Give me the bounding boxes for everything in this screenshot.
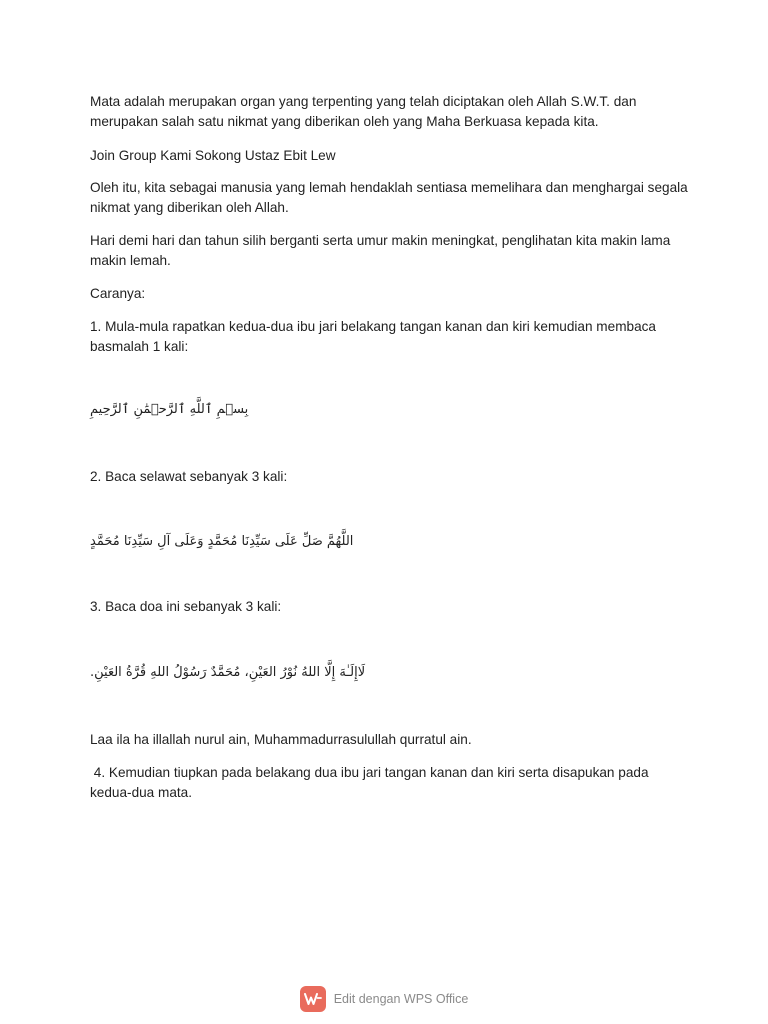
step-1-text: 1. Mula-mula rapatkan kedua-dua ibu jari belakang tangan kanan dan kiri kemudian membaca basmalah 1 kali: — [90, 319, 656, 354]
step-3-text: 3. Baca doa ini sebanyak 3 kali: — [90, 599, 282, 614]
doa-arabic: لَاإِلَـٰهَ إِلَّا اللهُ نُوْرُ العَيْنِ، مُحَمَّدٌ رَسُوْلُ اللهِ قُرَّةُ العَيْنِ. — [90, 665, 366, 680]
step-4-text: 4. Kemudian tiupkan pada belakang dua ibu jari tangan kanan dan kiri serta disapukan pada kedua-dua mata. — [90, 765, 653, 800]
paragraph-oleh-itu: Oleh itu, kita sebagai manusia yang lemah hendaklah sentiasa memelihara dan menghargai segala nikmat yang diberikan oleh Allah. — [90, 180, 688, 215]
paragraph-join-group: Join Group Kami Sokong Ustaz Ebit Lew — [90, 148, 336, 163]
wps-footer-label[interactable]: Edit dengan WPS Office — [333, 992, 469, 1006]
paragraph-caranya: Caranya: — [90, 286, 146, 301]
selawat-arabic: اللَّهُمَّ صَلِّ عَلَى سَيِّدِنَا مُحَمَّدٍ وَعَلَى آلِ سَيِّدِنَا مُحَمَّدٍ — [90, 534, 354, 549]
wps-footer-banner[interactable] — [0, 984, 768, 1014]
basmalah-arabic: بِسۡمِ ٱللَّهِ ٱلرَّحۡمَٰنِ ٱلرَّحِيمِ — [90, 402, 249, 417]
paragraph-intro: Mata adalah merupakan organ yang terpenting yang telah diciptakan oleh Allah S.W.T. dan merupakan salah satu nikmat yang diberikan oleh yang Maha Berkuasa kepada kita. — [90, 94, 637, 129]
step-2-text: 2. Baca selawat sebanyak 3 kali: — [90, 469, 288, 484]
wps-office-logo-icon — [300, 986, 326, 1012]
doa-transliteration: Laa ila ha illallah nurul ain, Muhammadurrasulullah qurratul ain. — [90, 732, 472, 747]
paragraph-hari-demi-hari: Hari demi hari dan tahun silih berganti serta umur makin meningkat, penglihatan kita makin lama makin lemah. — [90, 233, 671, 268]
